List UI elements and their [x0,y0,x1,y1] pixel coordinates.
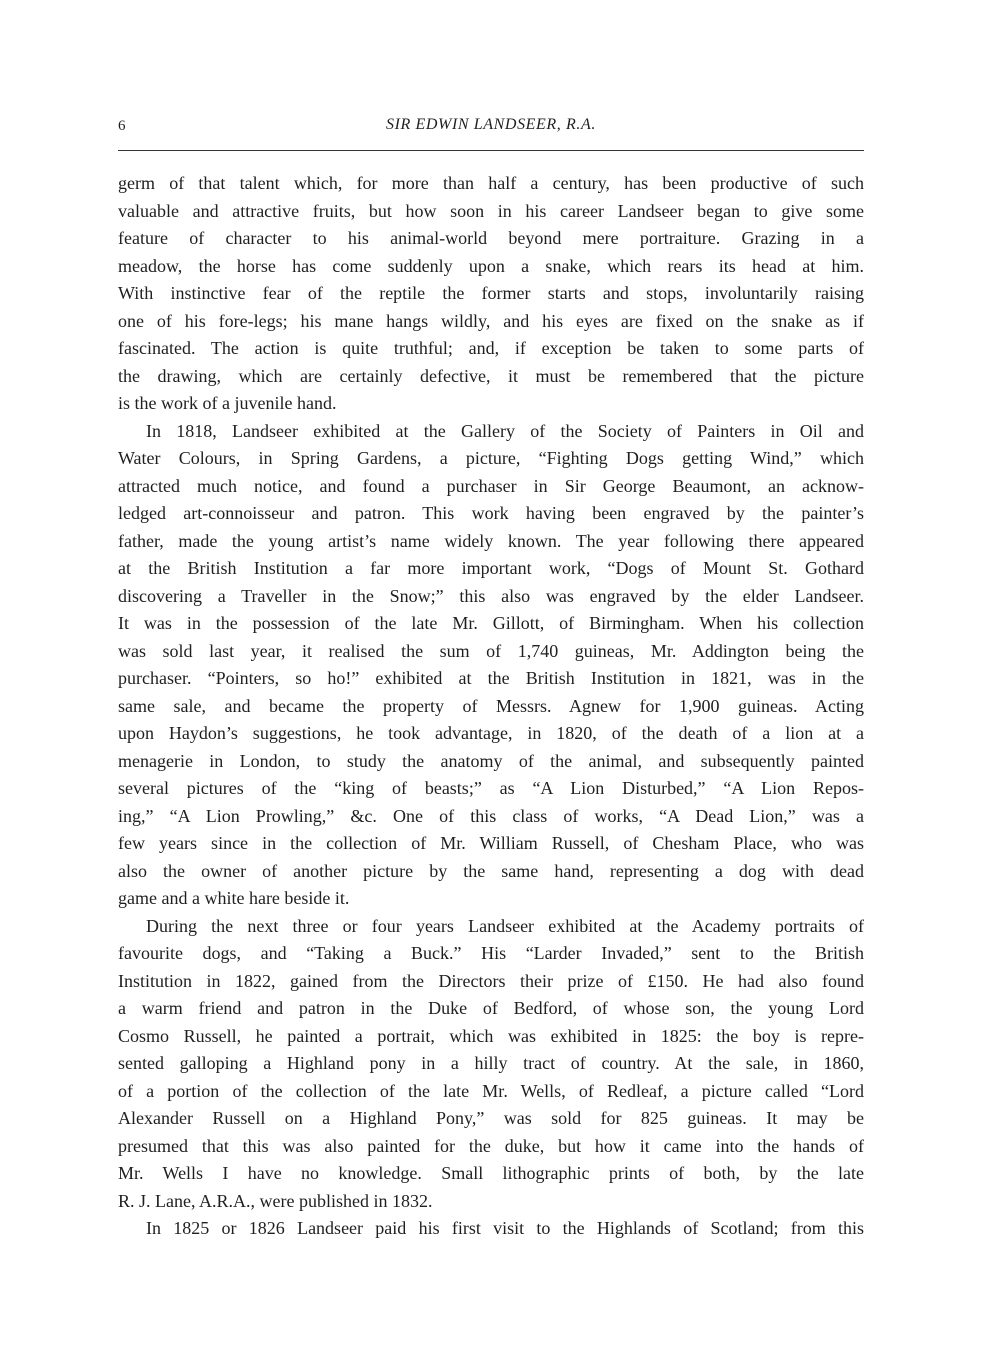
text-line: meadow, the horse has come suddenly upon a snake, which rears its head at him. [118,255,864,276]
text-line: father, made the young artist’s name widely known. The year following there appeared [118,530,864,551]
text-line: at the British Institution a far more important work, “Dogs of Mount St. Gothard [118,558,864,578]
text-line: In 1818, Landseer exhibited at the Gallery of the Society of Painters in Oil and [146,420,864,441]
text-line: ing,” “A Lion Prowling,” &c. One of this class of works, “A Dead Lion,” was a [118,805,864,826]
text-line: In 1825 or 1826 Landseer paid his first visit to the Highlands of Scotland; from this [146,1218,864,1238]
text-line: is the work of a juvenile hand. [118,393,337,413]
text-line: sented galloping a Highland pony in a hilly tract of country. At the sale, in 1860, [118,1053,864,1073]
text-line: the drawing, which are certainly defective, it must be remembered that the picture [118,365,864,386]
text-line: With instinctive fear of the reptile the former starts and stops, involuntarily raising [118,283,864,303]
text-line: ledged art-connoisseur and patron. This work having been engraved by the painter’s [118,503,864,523]
text-line: attracted much notice, and found a purchaser in Sir George Beaumont, an acknow- [118,475,864,496]
page [118,110,864,1238]
text-line: upon Haydon’s suggestions, he took advantage, in 1820, of the death of a lion at a [118,723,864,743]
text-line: several pictures of the “king of beasts;” as “A Lion Disturbed,” “A Lion Repos- [118,778,864,798]
text-line: one of his fore-legs; his mane hangs wildly, and his eyes are fixed on the snake as if [118,310,864,331]
text-line: feature of character to his animal-world beyond mere portraiture. Grazing in a [118,228,864,248]
text-line: was sold last year, it realised the sum of 1,740 guineas, Mr. Addington being the [118,640,864,661]
text-line: germ of that talent which, for more than half a century, has been productive of such [118,173,864,193]
text-line: Alexander Russell on a Highland Pony,” was sold for 825 guineas. It may be [118,1108,864,1128]
text-line: presumed that this was also painted for the duke, but how it came into the hands of [118,1135,864,1156]
text-line: Institution in 1822, gained from the Directors their prize of £150. He had also found [118,970,864,991]
text-line: R. J. Lane, A.R.A., were published in 1832. [118,1190,433,1211]
header-rule [118,150,864,151]
text-line: Cosmo Russell, he painted a portrait, which was exhibited in 1825: the boy is repre- [118,1025,864,1046]
text-line: Mr. Wells I have no knowledge. Small lithographic prints of both, by the late [118,1163,864,1183]
text-line: also the owner of another picture by the same hand, representing a dog with dead [118,860,864,881]
text-line: Water Colours, in Spring Gardens, a picture, “Fighting Dogs getting Wind,” which [118,448,864,468]
text-line: favourite dogs, and “Taking a Buck.” His “Larder Invaded,” sent to the British [118,943,864,963]
text-line: fascinated. The action is quite truthful; and, if exception be taken to some parts of [118,338,864,358]
body-text [118,170,864,1243]
text-line: discovering a Traveller in the Snow;” this also was engraved by the elder Landseer. [118,585,864,606]
text-line: a warm friend and patron in the Duke of Bedford, of whose son, the young Lord [118,998,864,1018]
text-line: few years since in the collection of Mr. William Russell, of Chesham Place, who was [118,833,864,853]
text-line: menagerie in London, to study the anatomy of the animal, and subsequently painted [118,750,864,771]
page-number: 6 [118,118,126,134]
text-line: game and a white hare beside it. [118,888,350,908]
text-line: During the next three or four years Landseer exhibited at the Academy portraits of [146,915,864,936]
text-line: same sale, and became the property of Messrs. Agnew for 1,900 guineas. Acting [118,695,864,716]
text-line: valuable and attractive fruits, but how soon in his career Landseer began to give some [118,200,864,221]
text-line: purchaser. “Pointers, so ho!” exhibited at the British Institution in 1821, was in the [118,668,864,688]
text-line: It was in the possession of the late Mr. Gillott, of Birmingham. When his collection [118,613,864,633]
running-title: SIR EDWIN LANDSEER, R.A. [386,116,596,133]
running-head [118,110,864,138]
text-line: of a portion of the collection of the late Mr. Wells, of Redleaf, a picture called “Lord [118,1080,864,1101]
